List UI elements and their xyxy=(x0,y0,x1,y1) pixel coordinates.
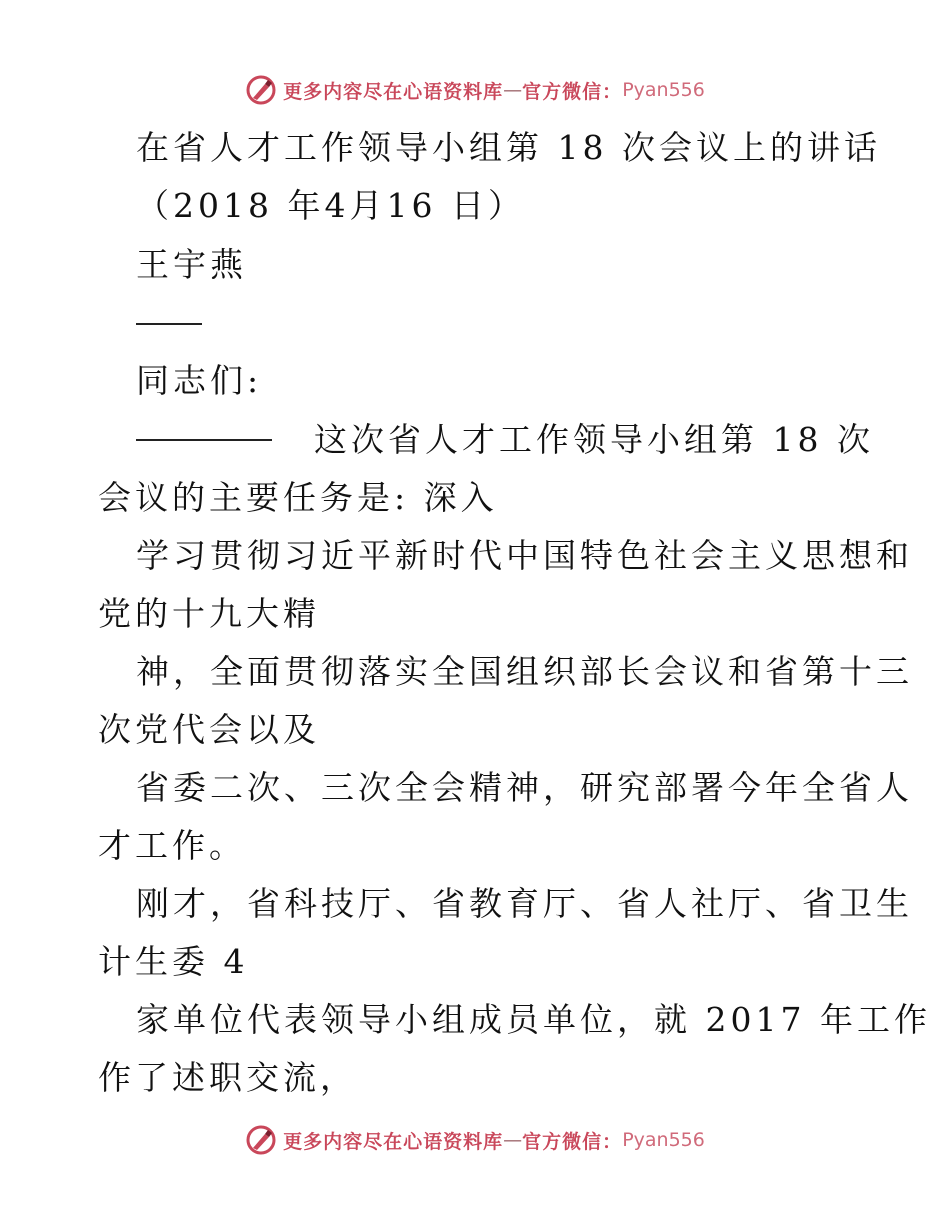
paragraph-line: 学习贯彻习近平新时代中国特色社会主义思想和 xyxy=(136,536,913,575)
author-name: 王宇燕 xyxy=(136,245,247,284)
page-title: 在省人才工作领导小组第 18 次会议上的讲话 xyxy=(136,128,881,167)
paragraph-line: 计生委 4 xyxy=(98,942,249,981)
paragraph-line: 次党代会以及 xyxy=(98,710,320,749)
paragraph-line: 省委二次、三次全会精神，研究部署今年全省人 xyxy=(136,768,913,807)
pen-logo-icon xyxy=(245,1124,277,1156)
footer-banner xyxy=(0,1120,950,1160)
banner-wechat-label: 官方微信： xyxy=(522,1130,623,1153)
banner-brand-text: 更多内容尽在心语资料库 xyxy=(283,80,504,103)
paragraph-line: 党的十九大精 xyxy=(98,594,320,633)
paragraph-line: 才工作。 xyxy=(98,826,246,865)
header-banner xyxy=(0,70,950,110)
paragraph-line: 这次省人才工作领导小组第 18 次 xyxy=(314,420,874,459)
paragraph-line: 会议的主要任务是: 深入 xyxy=(98,478,498,517)
pen-logo-icon xyxy=(245,74,277,106)
banner-separator: — xyxy=(503,1129,523,1151)
banner-wechat-id: Pyan556 xyxy=(622,1129,705,1151)
paragraph-line: 神，全面贯彻落实全国组织部长会议和省第十三 xyxy=(136,652,913,691)
indent-dash xyxy=(136,439,272,441)
banner-wechat-label: 官方微信： xyxy=(522,80,623,103)
banner-wechat-id: Pyan556 xyxy=(622,79,705,101)
divider-dash xyxy=(136,323,202,325)
paragraph-line: 刚才，省科技厅、省教育厅、省人社厅、省卫生 xyxy=(136,884,913,923)
banner-brand-text: 更多内容尽在心语资料库 xyxy=(283,1130,504,1153)
paragraph-line: 家单位代表领导小组成员单位，就 2017 年工作 xyxy=(136,1000,931,1039)
speech-date: （2018 年4月16 日） xyxy=(136,186,525,225)
salutation: 同志们: xyxy=(136,361,263,400)
paragraph-line: 作了述职交流， xyxy=(98,1058,357,1097)
banner-separator: — xyxy=(503,79,523,101)
